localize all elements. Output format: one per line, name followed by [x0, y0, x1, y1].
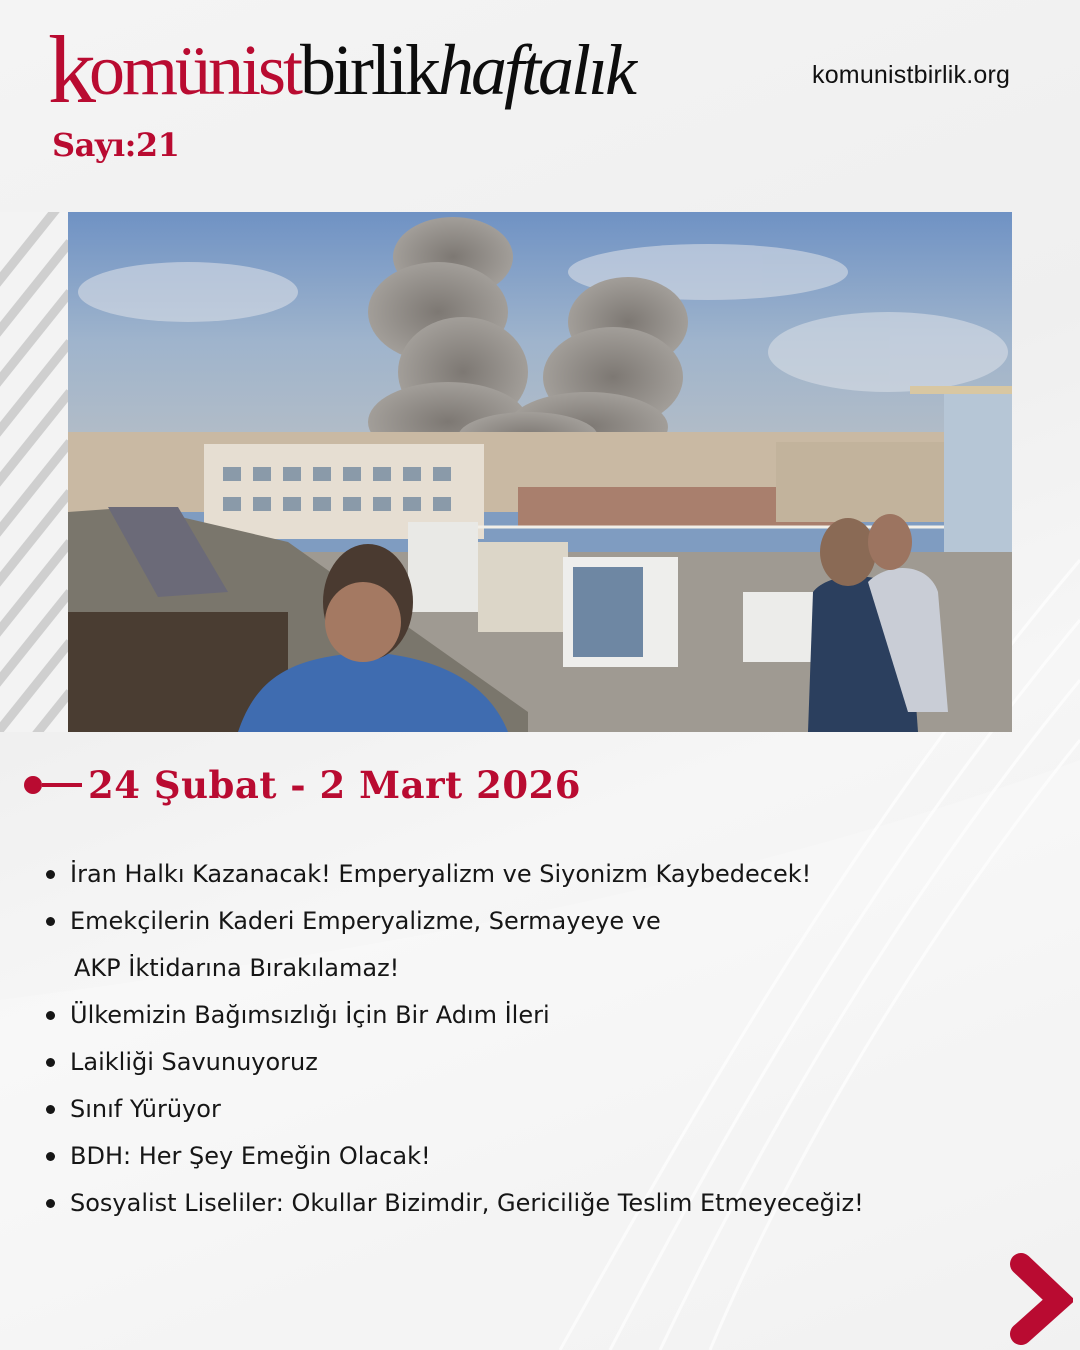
- date-range: 24 Şubat - 2 Mart 2026: [88, 763, 582, 807]
- headline-text: Ülkemizin Bağımsızlığı İçin Bir Adım İleri: [70, 1001, 550, 1029]
- diagonal-stripes-decoration: [0, 212, 68, 732]
- headline-text: Sınıf Yürüyor: [70, 1095, 221, 1123]
- bullet-icon: [46, 870, 55, 879]
- masthead-logo: [48, 2, 635, 123]
- timeline-line-icon: [42, 783, 82, 787]
- headline-text: Laikliği Savunuyoruz: [70, 1048, 318, 1076]
- headline-item[interactable]: [44, 1086, 1004, 1133]
- headline-text-continued: AKP İktidarına Bırakılamaz!: [74, 954, 400, 982]
- headline-list: [44, 851, 1004, 1227]
- bullet-icon: [46, 1199, 55, 1208]
- bullet-icon: [46, 1011, 55, 1020]
- logo-birlik: birlik: [300, 30, 439, 110]
- bullet-icon: [46, 917, 55, 926]
- site-url-link[interactable]: komunistbirlik.org: [812, 61, 1011, 89]
- bullet-icon: [46, 1058, 55, 1067]
- headline-item[interactable]: [44, 898, 1004, 992]
- logo-komunist: omünist: [89, 30, 301, 110]
- headline-item[interactable]: [44, 1039, 1004, 1086]
- headline-text: Sosyalist Liseliler: Okullar Bizimdir, Gericiliğe Teslim Etmeyeceğiz!: [70, 1189, 864, 1217]
- headline-item[interactable]: [44, 851, 1004, 898]
- news-photo: [68, 212, 1012, 732]
- headline-item[interactable]: [44, 1180, 1004, 1227]
- chevron-right-icon: [1003, 1250, 1073, 1345]
- headline-text: BDH: Her Şey Emeğin Olacak!: [70, 1142, 431, 1170]
- headline-text: Emekçilerin Kaderi Emperyalizme, Sermayeye ve: [70, 907, 661, 935]
- logo-initial: k: [48, 16, 93, 123]
- date-range-row: [24, 760, 581, 810]
- bullet-icon: [46, 1105, 55, 1114]
- issue-number: Sayı:21: [52, 126, 180, 164]
- timeline-dot-icon: [24, 776, 42, 794]
- next-slide-button[interactable]: [1003, 1250, 1073, 1345]
- headline-item[interactable]: [44, 1133, 1004, 1180]
- headline-item[interactable]: [44, 992, 1004, 1039]
- bullet-icon: [46, 1152, 55, 1161]
- logo-haftalik: haftalık: [438, 30, 635, 110]
- headline-text: İran Halkı Kazanacak! Emperyalizm ve Siyonizm Kaybedecek!: [70, 860, 812, 888]
